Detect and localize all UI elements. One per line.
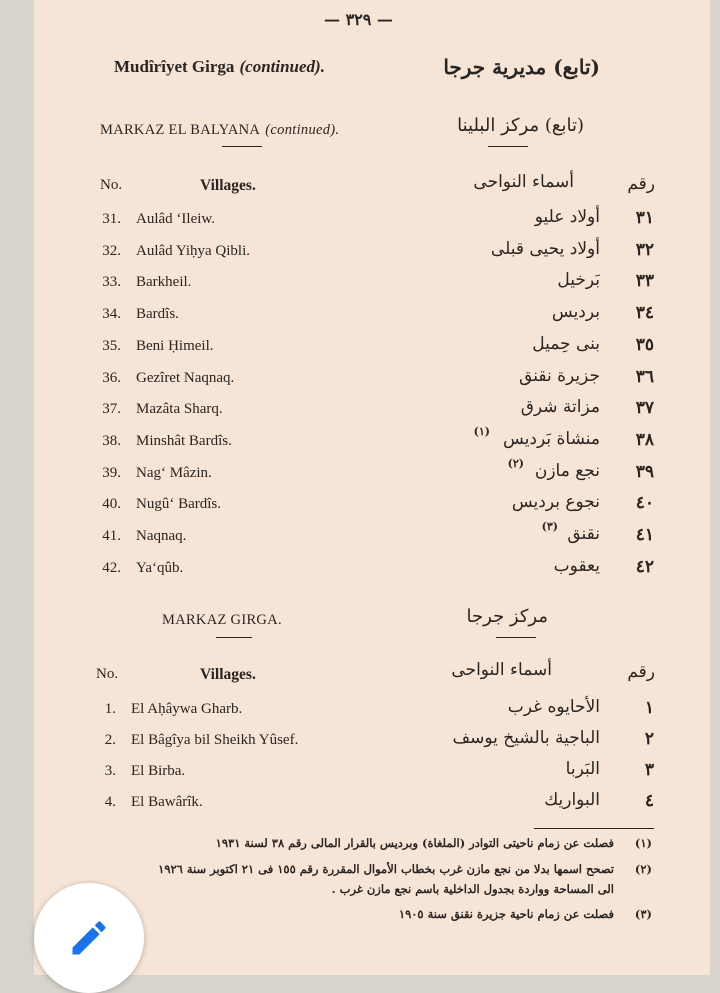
- col-no-header: No.: [96, 666, 119, 682]
- village-name-ar: منشاة بَرديس: [503, 428, 600, 449]
- village-name-en: Nugû‘ Bardîs.: [136, 496, 221, 513]
- village-name-en: El Aḥâywa Gharb.: [131, 701, 243, 717]
- row-number-ar: ١: [644, 698, 654, 718]
- footnote-1: فصلت عن زمام ناحيتى التوادر (الملغاة) وبرديس بالقرار المالى رقم ٣٨ لسنة ١٩٣١: [215, 836, 614, 850]
- village-name-en: El Bâgîya bil Sheikh Yûsef.: [131, 732, 299, 748]
- row-number-ar: ٢: [644, 729, 654, 749]
- row-number-ar: ٤٠: [635, 493, 654, 514]
- row-number-ar: ٣١: [635, 208, 654, 228]
- row-number: 32.: [102, 242, 121, 259]
- divider: [488, 146, 528, 147]
- row-number-ar: ٣٢: [635, 239, 654, 260]
- col-ar-no-header: رقم: [627, 662, 655, 682]
- village-name-en: Mazâta Sharq.: [136, 401, 223, 418]
- row-number-ar: ٣٥: [635, 334, 654, 355]
- row-number-ar: ٤٢: [635, 556, 654, 577]
- divider: [222, 146, 262, 147]
- row-number-ar: ٣٩: [635, 461, 654, 482]
- village-name-ar: نجع مازن: [534, 460, 600, 481]
- footnote-marker: (٢): [507, 456, 524, 470]
- row-number: 1.: [104, 701, 116, 717]
- col-ar-names-header: أسماء النواحى: [451, 660, 552, 680]
- footnote-marker: (١): [634, 836, 652, 850]
- col-ar-names-header: أسماء النواحى: [473, 172, 574, 192]
- village-name-en: Naqnaq.: [136, 528, 187, 544]
- pencil-icon: [67, 916, 111, 960]
- row-number: 3.: [104, 763, 116, 779]
- village-name-en: El Birba.: [131, 763, 186, 779]
- row-number-ar: ٣٣: [635, 271, 654, 292]
- row-number-ar: ٣٨: [635, 429, 654, 450]
- village-name-ar: الباجية بالشيخ يوسف: [452, 728, 600, 748]
- row-number-ar: ٤١: [635, 525, 654, 545]
- col-villages-header: Villages.: [200, 177, 256, 194]
- row-number-ar: ٤: [644, 791, 654, 811]
- row-number: 40.: [102, 496, 121, 513]
- page-title-en: Mudîrîyet Girga (continued).: [114, 57, 325, 76]
- page-number: — ٣٢٩ —: [324, 10, 393, 29]
- row-number-ar: ٣: [644, 760, 654, 780]
- divider: [216, 637, 252, 638]
- village-name-ar: نقنق: [567, 524, 600, 544]
- row-number: 41.: [102, 528, 121, 544]
- village-name-ar: بنى حِميل: [532, 333, 600, 354]
- section1-title-en: MARKAZ EL BALYANA (continued).: [100, 122, 340, 138]
- village-name-en: Minshât Bardîs.: [136, 432, 232, 449]
- village-name-ar: برديس: [551, 302, 600, 323]
- village-name-ar: بَرخيل: [557, 270, 600, 291]
- village-name-en: Aulâd Yiḥya Qibli.: [136, 242, 251, 259]
- village-name-ar: البواريك: [544, 790, 600, 810]
- document-page: [34, 0, 710, 975]
- village-name-ar: البَربا: [565, 759, 600, 779]
- village-name-ar: أولاد عليو: [534, 207, 600, 227]
- section2-title-en: MARKAZ GIRGA.: [162, 612, 282, 628]
- village-name-en: Ya‘qûb.: [136, 559, 184, 576]
- section2-title-ar: مركز جرجا: [466, 606, 548, 627]
- village-name-ar: جزيرة نقنق: [519, 365, 600, 386]
- footnote-2: تصحح اسمها بدلا من نجع مازن غرب بخطاب الأموال المقررة رقم ١٥٥ فى ٢١ اكتوبر سنة ١٩٢٦: [158, 862, 614, 876]
- village-name-ar: يعقوب: [553, 555, 600, 576]
- row-number: 31.: [102, 211, 121, 227]
- row-number: 4.: [104, 794, 116, 810]
- row-number: 37.: [102, 401, 121, 418]
- col-ar-no-header: رقم: [627, 174, 655, 194]
- row-number: 39.: [102, 464, 121, 481]
- footnote-marker: (٢): [634, 862, 652, 876]
- village-name-en: Nag‘ Mâzin.: [136, 464, 212, 481]
- row-number-ar: ٣٧: [635, 398, 654, 419]
- footnote-marker: (١): [473, 424, 490, 438]
- village-name-en: Aulâd ‘Ileiw.: [136, 211, 215, 227]
- row-number: 35.: [102, 337, 121, 354]
- col-villages-header: Villages.: [200, 666, 256, 683]
- row-number: 38.: [102, 432, 121, 449]
- row-number: 36.: [102, 369, 121, 386]
- edit-button[interactable]: [34, 883, 144, 993]
- village-name-en: Barkheil.: [136, 274, 192, 291]
- divider: [496, 637, 536, 638]
- footnote-divider: [534, 828, 654, 829]
- row-number: 42.: [102, 559, 121, 576]
- row-number-ar: ٣٤: [635, 303, 654, 324]
- village-name-en: Gezîret Naqnaq.: [136, 369, 235, 386]
- footnote-marker: (٣): [634, 907, 652, 921]
- page-title-ar: (تابع) مديرية جرجا: [443, 55, 600, 79]
- village-name-ar: نجوع برديس: [511, 492, 600, 513]
- village-name-en: Bardîs.: [136, 306, 179, 323]
- row-number-ar: ٣٦: [635, 366, 654, 387]
- row-number: 34.: [102, 306, 121, 323]
- village-name-en: Beni Ḥimeil.: [136, 337, 214, 354]
- footnote-2-continued: الى المساحة وواردة بجدول الداخلية باسم نجع مازن غرب .: [331, 882, 614, 896]
- row-number: 33.: [102, 274, 121, 291]
- village-name-ar: أولاد يحيى قبلى: [490, 238, 600, 259]
- footnote-marker: (٣): [541, 520, 558, 533]
- village-name-en: El Bawârîk.: [131, 794, 203, 810]
- village-name-ar: مزاتة شرق: [520, 397, 600, 418]
- section1-title-ar: (تابع) مركز البلينا: [457, 115, 584, 136]
- footnote-3: فصلت عن زمام ناحية جزيرة نقنق سنة ١٩٠٥: [398, 907, 614, 921]
- village-name-ar: الأحايوه غرب: [507, 697, 600, 717]
- row-number: 2.: [104, 732, 116, 748]
- col-no-header: No.: [100, 177, 123, 193]
